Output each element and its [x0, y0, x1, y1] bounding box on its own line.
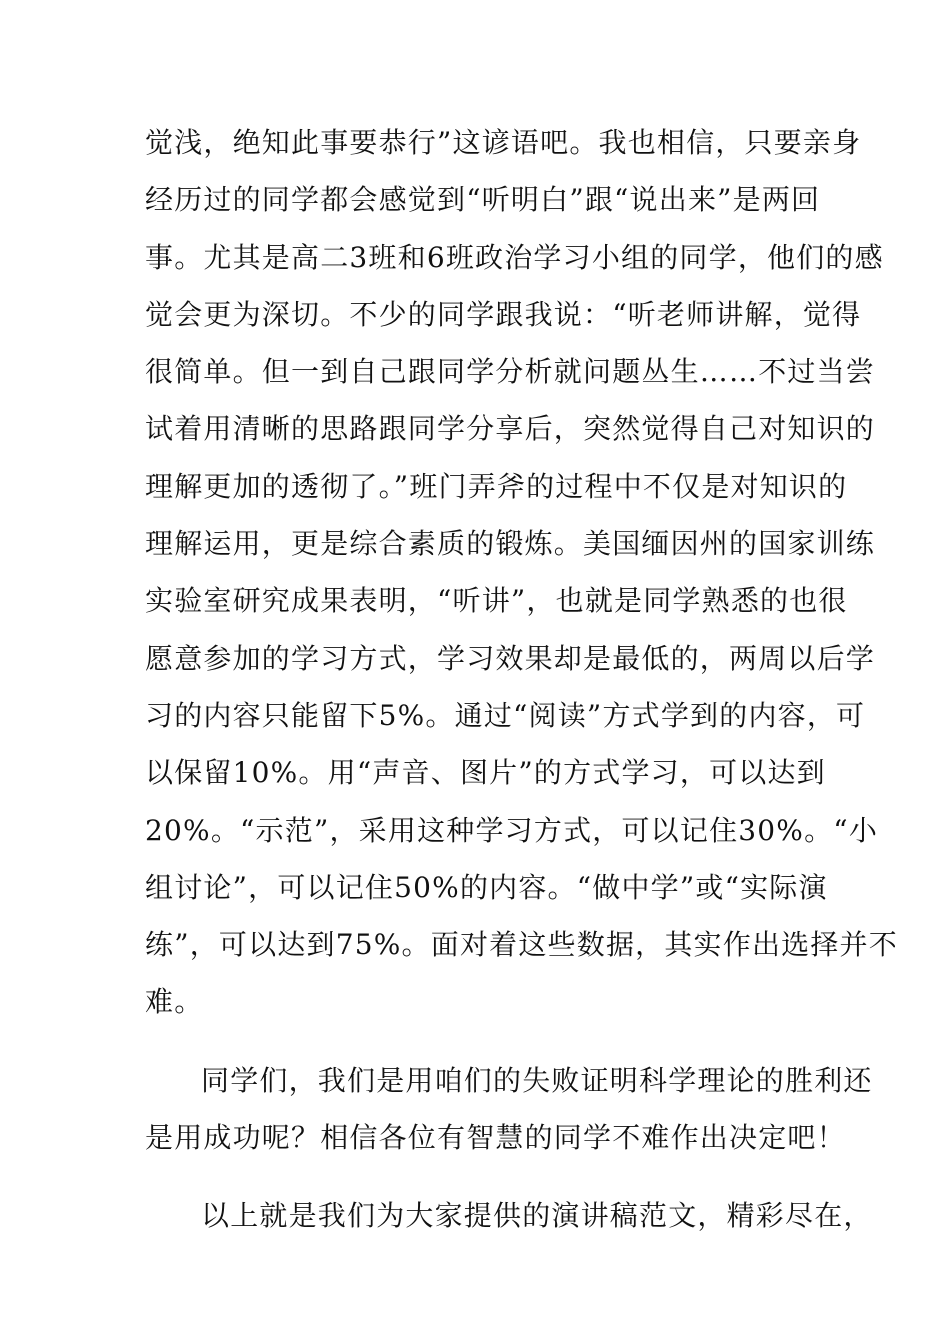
text-line: 觉会更为深切。不少的同学跟我说：“听老师讲解，觉得	[145, 297, 862, 331]
paragraph-2	[145, 1052, 873, 1167]
text-line: 习的内容只能留下5%。通过“阅读”方式学到的内容，可	[145, 698, 866, 732]
text-line: 愿意参加的学习方式，学习效果却是最低的，两周以后学	[145, 641, 876, 675]
text-line: 理解更加的透彻了。”班门弄斧的过程中不仅是对知识的	[145, 469, 848, 503]
paragraph-3	[145, 1187, 873, 1244]
text-line: 以上就是我们为大家提供的演讲稿范文，精彩尽在，	[201, 1199, 873, 1233]
paragraph-1	[145, 114, 898, 1031]
text-line: 20%。“示范”，采用这种学习方式，可以记住30%。“小	[145, 813, 879, 847]
text-line: 同学们，我们是用咱们的失败证明科学理论的胜利还	[201, 1063, 873, 1097]
paragraph-gap	[145, 1031, 815, 1052]
text-line: 事。尤其是高二3班和6班政治学习小组的同学，他们的感	[145, 240, 884, 274]
text-line: 组讨论”，可以记住50%的内容。“做中学”或“实际演	[145, 870, 828, 904]
text-line: 难。	[145, 985, 204, 1019]
text-line: 理解运用，更是综合素质的锻炼。美国缅因州的国家训练	[145, 527, 876, 561]
text-line: 很简单。但一到自己跟同学分析就问题丛生……不过当尝	[145, 355, 876, 389]
text-line: 练”，可以达到75%。面对着这些数据，其实作出选择并不	[145, 928, 898, 962]
text-line: 以保留10%。用“声音、图片”的方式学习，可以达到	[145, 756, 826, 790]
text-line: 试着用清晰的思路跟同学分享后，突然觉得自己对知识的	[145, 412, 876, 446]
paragraph-gap	[145, 1166, 815, 1187]
text-line: 经历过的同学都会感觉到“听明白”跟“说出来”是两回	[145, 183, 821, 217]
text-line: 实验室研究成果表明，“听讲”，也就是同学熟悉的也很	[145, 584, 848, 618]
text-line: 是用成功呢？相信各位有智慧的同学不难作出决定吧！	[145, 1121, 846, 1155]
text-line: 觉浅，绝知此事要恭行”这谚语吧。我也相信，只要亲身	[145, 126, 862, 159]
document-body	[145, 114, 898, 1245]
